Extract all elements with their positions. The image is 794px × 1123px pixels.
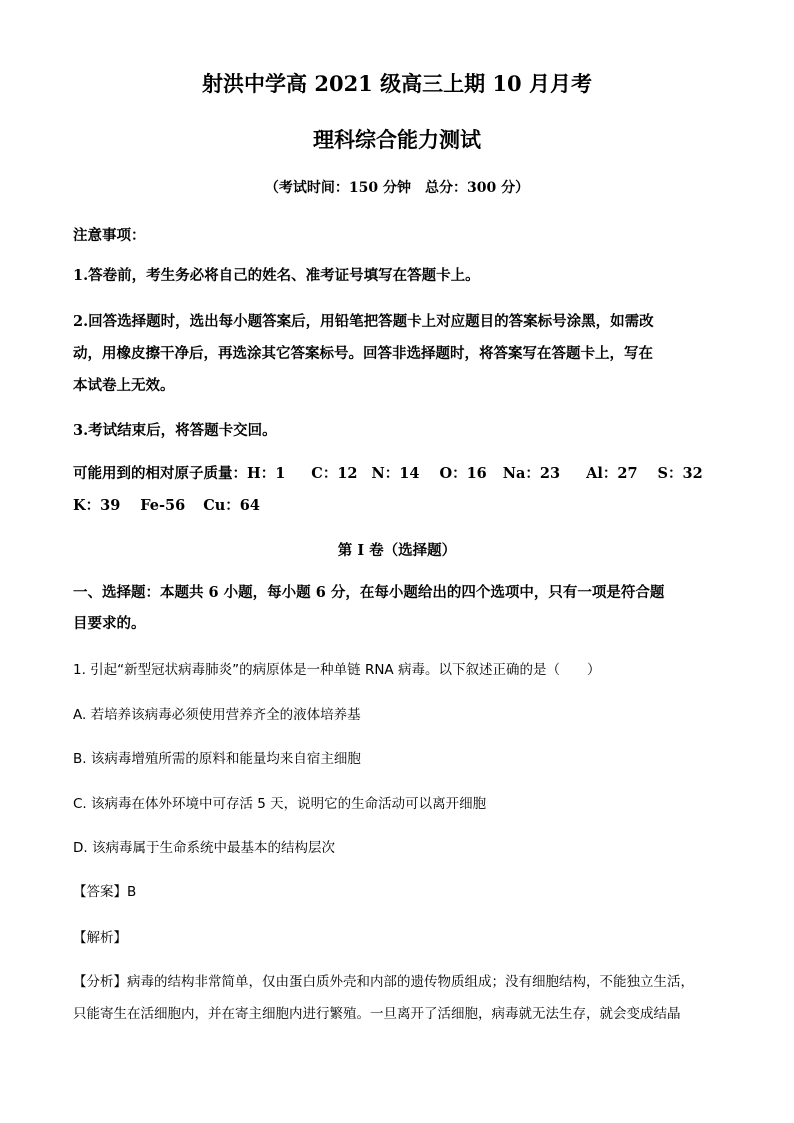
question-1-option-d: D. 该病毒属于生命系统中最基本的结构层次: [73, 840, 335, 856]
exam-title: 射洪中学高 2021 级高三上期 10 月月考: [202, 71, 592, 96]
atomic-mass-c: C：12: [311, 465, 358, 482]
atomic-mass-row-1: [73, 462, 703, 483]
notice-item-1: 1.答卷前，考生务必将自己的姓名、准考证号填写在答题卡上。: [73, 267, 480, 284]
notice-item-2-line-1: 2.回答选择题时，选出每小题答案后，用铅笔把答题卡上对应题目的答案标号涂黑，如需改: [73, 313, 654, 330]
analysis-tag: 【分析】: [73, 974, 127, 990]
question-1-option-a: A. 若培养该病毒必须使用营养齐全的液体培养基: [73, 707, 361, 723]
atomic-mass-row-2: [73, 494, 260, 515]
atomic-mass-h: H：1: [247, 465, 286, 482]
analysis-line-1: [73, 970, 694, 990]
atomic-mass-n: N：14: [371, 465, 420, 482]
notice-item-2-line-2: 动，用橡皮擦干净后，再选涂其它答案标号。回答非选择题时，将答案写在答题卡上，写在: [73, 345, 653, 362]
atomic-mass-label: 可能用到的相对原子质量：: [73, 465, 247, 482]
answer-value: B: [127, 884, 137, 900]
section-instruction-line-2: 目要求的。: [73, 615, 146, 632]
answer-label: 【答案】: [73, 884, 127, 900]
section-instruction-line-1: 一、选择题：本题共 6 小题，每小题 6 分，在每小题给出的四个选项中，只有一项是符合题: [73, 584, 665, 601]
question-1-option-b: B. 该病毒增殖所需的原料和能量均来自宿主细胞: [73, 751, 361, 767]
section-heading: 第 I 卷（选择题）: [337, 542, 457, 559]
atomic-mass-na: Na：23: [502, 465, 561, 482]
question-1-option-c: C. 该病毒在体外环境中可存活 5 天，说明它的生命活动可以离开细胞: [73, 796, 487, 812]
atomic-mass-fe: Fe-56: [140, 497, 186, 514]
exam-subject: 理科综合能力测试: [313, 127, 481, 152]
notice-heading: 注意事项：: [73, 227, 146, 244]
atomic-mass-o: O：16: [439, 465, 487, 482]
atomic-mass-s: S：32: [657, 465, 703, 482]
atomic-mass-cu: Cu：64: [203, 497, 260, 514]
exam-info: （考试时间：150 分钟 总分：300 分）: [264, 180, 530, 196]
notice-item-3: 3.考试结束后，将答题卡交回。: [73, 422, 277, 439]
analysis-label: 【解析】: [73, 930, 127, 946]
analysis-text-1: 病毒的结构非常简单，仅由蛋白质外壳和内部的遗传物质组成；没有细胞结构，不能独立生活，: [127, 974, 694, 990]
atomic-mass-k: K：39: [73, 497, 121, 514]
notice-item-2-line-3: 本试卷上无效。: [73, 377, 175, 394]
question-1-stem: 1. 引起“新型冠状病毒肺炎”的病原体是一种单链 RNA 病毒。以下叙述正确的是（ ）: [73, 662, 601, 678]
answer-line: [73, 880, 136, 900]
atomic-mass-al: Al：27: [586, 465, 638, 482]
analysis-line-2: 只能寄生在活细胞内，并在寄主细胞内进行繁殖。一旦离开了活细胞，病毒就无法生存，就会变成结晶: [73, 1006, 681, 1022]
